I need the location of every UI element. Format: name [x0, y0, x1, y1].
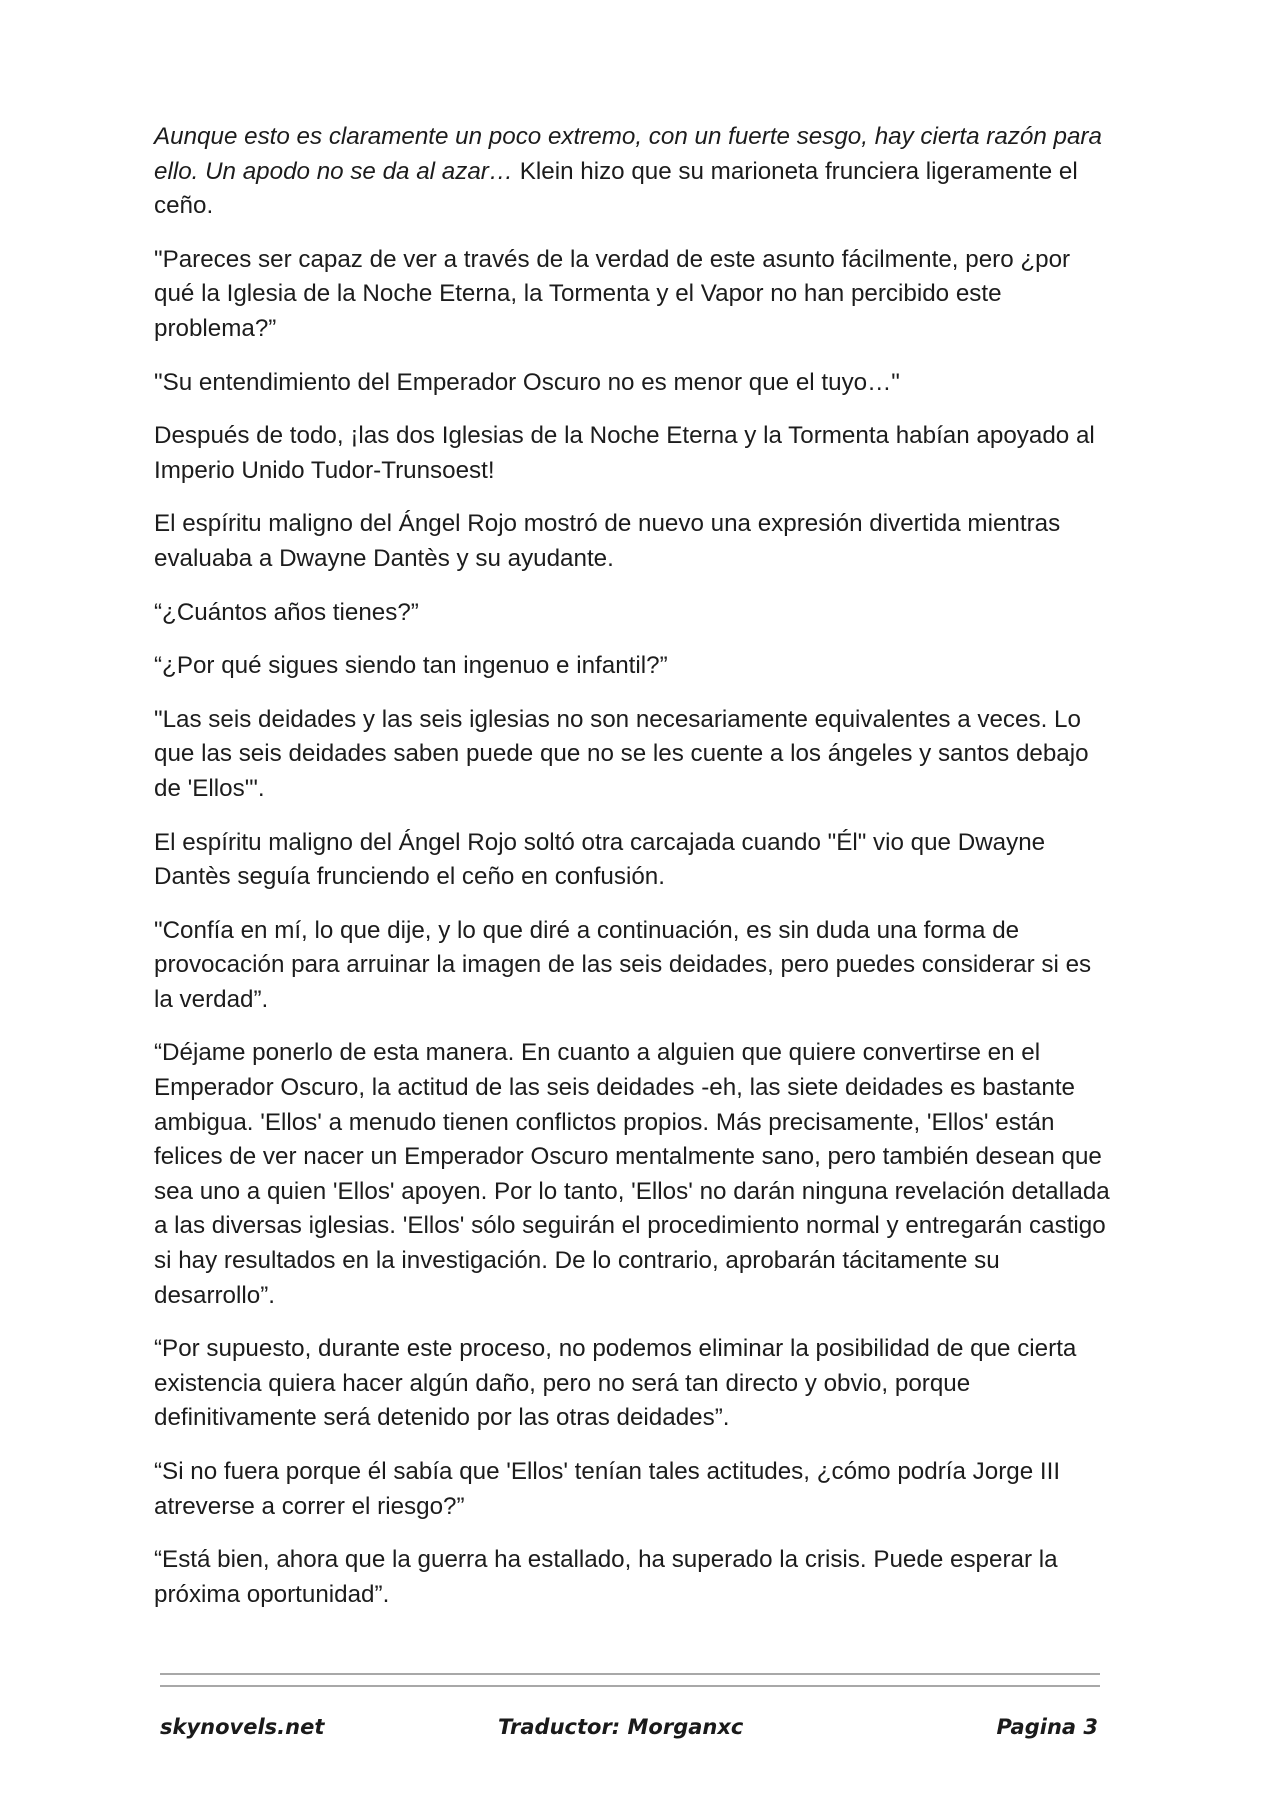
paragraph-11: “Déjame ponerlo de esta manera. En cuanto a alguien que quiere convertirse en el Emperador Oscuro, la actitud de las seis deidades -eh, las siete deidades es bastante ambigua. 'Ellos' a menudo tienen conflictos propios. Más precisamente, 'Ellos' están felices de ver nacer un Emperador Oscuro mentalmente sano, pero también desean que sea uno a quien 'Ellos' apoyen. Por lo tanto, 'Ellos' no darán ninguna revelación detallada a las diversas iglesias. 'Ellos' sólo seguirán el procedimiento normal y entregarán castigo si hay resultados en la investigación. De lo contrario, aprobarán tácitamente su desarrollo”. [154, 1039, 1110, 1309]
paragraph-5: El espíritu maligno del Ángel Rojo mostró de nuevo una expresión divertida mientras evaluaba a Dwayne Dantès y su ayudante. [154, 510, 1061, 572]
paragraph-3: "Su entendimiento del Emperador Oscuro no es menor que el tuyo…" [154, 368, 900, 396]
paragraph-4: Después de todo, ¡las dos Iglesias de la Noche Eterna y la Tormenta habían apoyado al Imperio Unido Tudor-Trunsoest! [154, 422, 1095, 484]
paragraph-8: "Las seis deidades y las seis iglesias no son necesariamente equivalentes a veces. Lo que las seis deidades saben puede que no se les cuente a los ángeles y santos debajo de 'Ellos'". [154, 705, 1089, 802]
paragraph-6: “¿Cuántos años tienes?” [154, 598, 419, 626]
page-body [154, 120, 1114, 1631]
paragraph-7: “¿Por qué sigues siendo tan ingenuo e infantil?” [154, 652, 668, 680]
paragraph-13: “Si no fuera porque él sabía que 'Ellos' tenían tales actitudes, ¿cómo podría Jorge III atreverse a correr el riesgo?” [154, 1458, 1061, 1520]
paragraph-12: “Por supuesto, durante este proceso, no podemos eliminar la posibilidad de que cierta existencia quiera hacer algún daño, pero no será tan directo y obvio, porque definitivamente será detenido por las otras deidades”. [154, 1335, 1077, 1432]
paragraph-1-italic: Aunque esto es claramente un poco extremo, con un fuerte sesgo, hay cierta razón para ello. Un apodo no se da al azar… [154, 123, 1102, 185]
paragraph-2: "Pareces ser capaz de ver a través de la verdad de este asunto fácilmente, pero ¿por qué la Iglesia de la Noche Eterna, la Tormenta y el Vapor no han percibido este problema?” [154, 245, 1071, 342]
footer-site: skynovels.net [160, 1715, 325, 1739]
paragraph-10: "Confía en mí, lo que dije, y lo que diré a continuación, es sin duda una forma de provocación para arruinar la imagen de las seis deidades, pero puedes considerar si es la verdad”. [154, 916, 1092, 1013]
footer-translator: Traductor: Morganxc [498, 1715, 744, 1739]
paragraph-1-text: Klein hizo que su marioneta frunciera ligeramente el ceño. [154, 157, 1078, 220]
footer-divider-bottom [160, 1685, 1100, 1687]
paragraph-1 [154, 120, 1114, 224]
paragraph-9: El espíritu maligno del Ángel Rojo soltó otra carcajada cuando "Él" vio que Dwayne Dantès seguía frunciendo el ceño en confusión. [154, 828, 1046, 891]
footer-page-number: Pagina 3 [996, 1715, 1098, 1739]
footer-divider-top [160, 1673, 1100, 1675]
paragraph-14: “Está bien, ahora que la guerra ha estallado, ha superado la crisis. Puede esperar la próxima oportunidad”. [154, 1546, 1058, 1608]
